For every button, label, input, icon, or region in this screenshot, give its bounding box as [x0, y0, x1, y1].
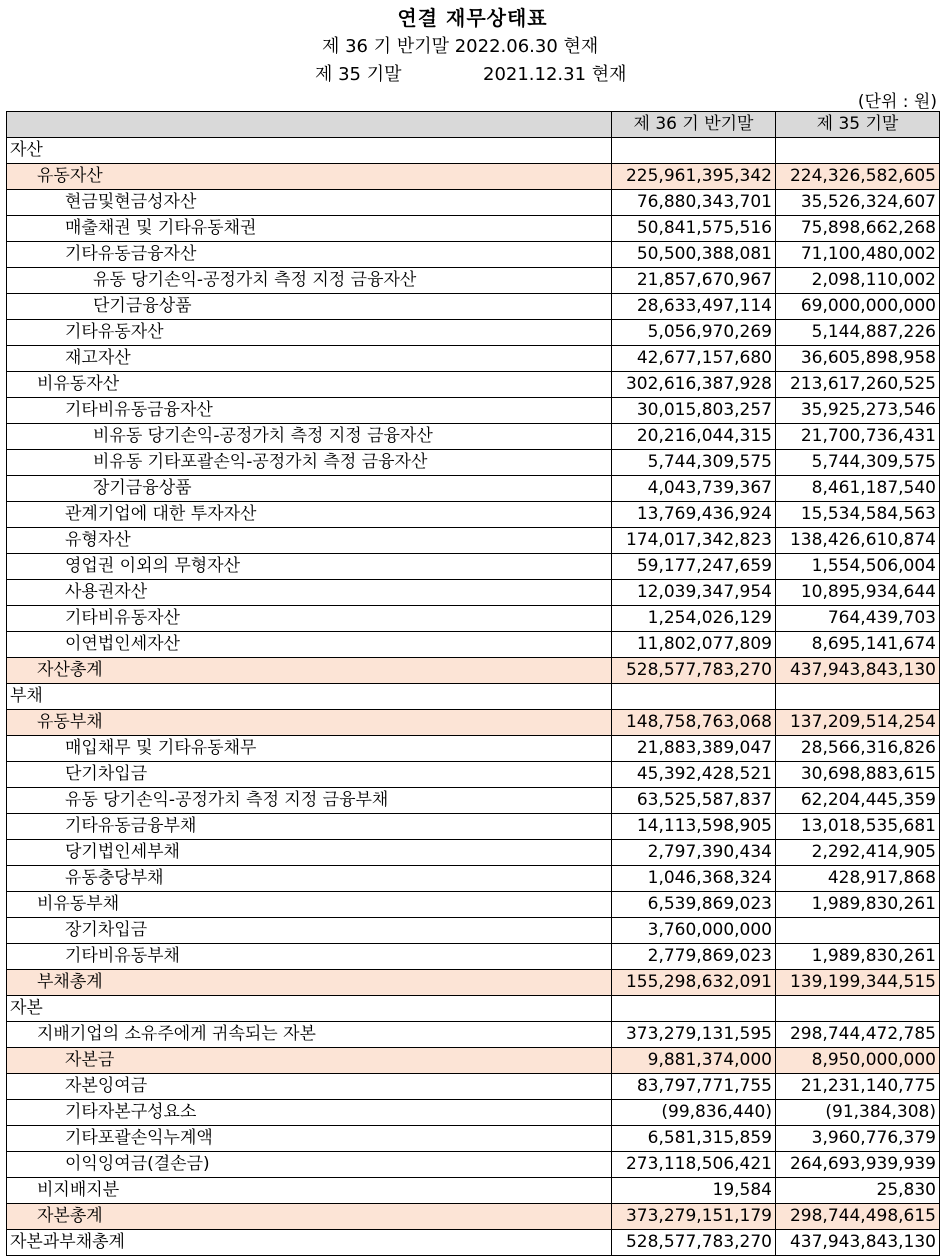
- table-row: [7, 554, 940, 580]
- table-row: [7, 944, 940, 970]
- current-period-value: 373,279,131,595: [612, 1022, 776, 1048]
- prior-period-value: [776, 684, 940, 710]
- row-label: 이연법인세자산: [7, 632, 612, 658]
- current-period-value: (99,836,440): [612, 1100, 776, 1126]
- table-row: [7, 138, 940, 164]
- prior-period-date: 2021.12.31 현재: [483, 64, 627, 85]
- row-label: 기타포괄손익누계액: [7, 1126, 612, 1152]
- table-row: [7, 918, 940, 944]
- prior-period-value: 264,693,939,939: [776, 1152, 940, 1178]
- current-period-value: 2,779,869,023: [612, 944, 776, 970]
- row-label: 자본: [7, 996, 612, 1022]
- table-row: [7, 190, 940, 216]
- prior-period-value: 75,898,662,268: [776, 216, 940, 242]
- current-period-value: 528,577,783,270: [612, 1230, 776, 1256]
- current-period: 제 36 기 반기말 2022.06.30 현재: [322, 36, 599, 57]
- prior-period-value: 30,698,883,615: [776, 762, 940, 788]
- table-row: [7, 788, 940, 814]
- prior-period-value: 298,744,472,785: [776, 1022, 940, 1048]
- current-period-value: 3,760,000,000: [612, 918, 776, 944]
- current-period-value: 42,677,157,680: [612, 346, 776, 372]
- prior-period-value: 224,326,582,605: [776, 164, 940, 190]
- row-label: 비유동자산: [7, 372, 612, 398]
- prior-period-value: 213,617,260,525: [776, 372, 940, 398]
- prior-period-value: 28,566,316,826: [776, 736, 940, 762]
- prior-period-value: 35,526,324,607: [776, 190, 940, 216]
- table-row: [7, 814, 940, 840]
- prior-period-value: 437,943,843,130: [776, 658, 940, 684]
- prior-period-value: 139,199,344,515: [776, 970, 940, 996]
- row-label: 기타비유동금융자산: [7, 398, 612, 424]
- prior-period-value: 8,461,187,540: [776, 476, 940, 502]
- table-row: [7, 476, 940, 502]
- table-row: [7, 1204, 940, 1230]
- current-period-value: 302,616,387,928: [612, 372, 776, 398]
- table-row: [7, 606, 940, 632]
- row-label: 부채: [7, 684, 612, 710]
- prior-period-value: [776, 996, 940, 1022]
- table-row: [7, 1152, 940, 1178]
- table-row: [7, 294, 940, 320]
- table-row: [7, 710, 940, 736]
- table-row: [7, 164, 940, 190]
- prior-period-label: 제 35 기말: [315, 64, 402, 85]
- current-period-value: 273,118,506,421: [612, 1152, 776, 1178]
- prior-period-value: 8,695,141,674: [776, 632, 940, 658]
- current-period-value: [612, 684, 776, 710]
- prior-period-value: 2,292,414,905: [776, 840, 940, 866]
- prior-period-value: 36,605,898,958: [776, 346, 940, 372]
- table-row: [7, 1178, 940, 1204]
- table-row: [7, 736, 940, 762]
- current-period-value: 14,113,598,905: [612, 814, 776, 840]
- prior-period-value: 1,554,506,004: [776, 554, 940, 580]
- row-label: 자본잉여금: [7, 1074, 612, 1100]
- row-label: 자본과부채총계: [7, 1230, 612, 1256]
- prior-period-value: 8,950,000,000: [776, 1048, 940, 1074]
- table-row: [7, 996, 940, 1022]
- table-body: [7, 138, 940, 1256]
- row-label: 단기금융상품: [7, 294, 612, 320]
- table-row: [7, 1074, 940, 1100]
- table-row: [7, 658, 940, 684]
- table-row: [7, 866, 940, 892]
- row-label: 비유동 당기손익-공정가치 측정 지정 금융자산: [7, 424, 612, 450]
- prior-period-value: 15,534,584,563: [776, 502, 940, 528]
- prior-period-value: 62,204,445,359: [776, 788, 940, 814]
- table-row: [7, 346, 940, 372]
- row-label: 유동부채: [7, 710, 612, 736]
- prior-period-value: 2,098,110,002: [776, 268, 940, 294]
- table-row: [7, 216, 940, 242]
- table-row: [7, 502, 940, 528]
- current-period-value: 2,797,390,434: [612, 840, 776, 866]
- item-column-header: [7, 112, 612, 138]
- current-period-value: 225,961,395,342: [612, 164, 776, 190]
- prior-period-value: 5,144,887,226: [776, 320, 940, 346]
- prior-period-value: [776, 138, 940, 164]
- row-label: 비유동 기타포괄손익-공정가치 측정 금융자산: [7, 450, 612, 476]
- row-label: 비유동부채: [7, 892, 612, 918]
- current-period-value: 9,881,374,000: [612, 1048, 776, 1074]
- row-label: 유동 당기손익-공정가치 측정 지정 금융부채: [7, 788, 612, 814]
- current-period-value: 50,500,388,081: [612, 242, 776, 268]
- row-label: 기타비유동부채: [7, 944, 612, 970]
- current-period-value: 30,015,803,257: [612, 398, 776, 424]
- current-period-value: 63,525,587,837: [612, 788, 776, 814]
- table-row: [7, 1100, 940, 1126]
- table-row: [7, 372, 940, 398]
- current-period-value: 21,857,670,967: [612, 268, 776, 294]
- prior-period-value: 5,744,309,575: [776, 450, 940, 476]
- table-row: [7, 762, 940, 788]
- prior-period-value: 21,700,736,431: [776, 424, 940, 450]
- prior-period-value: 138,426,610,874: [776, 528, 940, 554]
- row-label: 비지배지분: [7, 1178, 612, 1204]
- current-period-value: 45,392,428,521: [612, 762, 776, 788]
- prior-period-value: 69,000,000,000: [776, 294, 940, 320]
- table-row: [7, 242, 940, 268]
- row-label: 유동충당부채: [7, 866, 612, 892]
- current-period-column-header: 제 36 기 반기말: [612, 112, 776, 138]
- table-row: [7, 320, 940, 346]
- row-label: 영업권 이외의 무형자산: [7, 554, 612, 580]
- current-period-value: 6,539,869,023: [612, 892, 776, 918]
- row-label: 장기차입금: [7, 918, 612, 944]
- prior-period-value: 3,960,776,379: [776, 1126, 940, 1152]
- current-period-value: 6,581,315,859: [612, 1126, 776, 1152]
- table-row: [7, 1048, 940, 1074]
- table-row: [7, 632, 940, 658]
- current-period-value: 12,039,347,954: [612, 580, 776, 606]
- current-period-value: [612, 996, 776, 1022]
- prior-period-value: 13,018,535,681: [776, 814, 940, 840]
- current-period-value: 4,043,739,367: [612, 476, 776, 502]
- table-row: [7, 528, 940, 554]
- current-period-value: 50,841,575,516: [612, 216, 776, 242]
- row-label: 자본금: [7, 1048, 612, 1074]
- current-period-value: [612, 138, 776, 164]
- table-row: [7, 1022, 940, 1048]
- table-row: [7, 840, 940, 866]
- current-period-value: 155,298,632,091: [612, 970, 776, 996]
- current-period-value: 174,017,342,823: [612, 528, 776, 554]
- table-row: [7, 424, 940, 450]
- current-period-value: 59,177,247,659: [612, 554, 776, 580]
- row-label: 사용권자산: [7, 580, 612, 606]
- row-label: 유형자산: [7, 528, 612, 554]
- prior-period-value: 428,917,868: [776, 866, 940, 892]
- prior-period-value: 1,989,830,261: [776, 892, 940, 918]
- prior-period-value: 1,989,830,261: [776, 944, 940, 970]
- prior-period-value: 437,943,843,130: [776, 1230, 940, 1256]
- unit-note: (단위 : 원): [857, 92, 937, 112]
- row-label: 매출채권 및 기타유동채권: [7, 216, 612, 242]
- current-period-value: 148,758,763,068: [612, 710, 776, 736]
- current-period-value: 373,279,151,179: [612, 1204, 776, 1230]
- current-period-value: 20,216,044,315: [612, 424, 776, 450]
- current-period-value: 528,577,783,270: [612, 658, 776, 684]
- row-label: 재고자산: [7, 346, 612, 372]
- row-label: 지배기업의 소유주에게 귀속되는 자본: [7, 1022, 612, 1048]
- table-row: [7, 268, 940, 294]
- prior-period-value: 298,744,498,615: [776, 1204, 940, 1230]
- table-row: [7, 450, 940, 476]
- prior-period-value: 21,231,140,775: [776, 1074, 940, 1100]
- statement-title: 연결 재무상태표: [397, 6, 548, 30]
- prior-period-value: 35,925,273,546: [776, 398, 940, 424]
- row-label: 관계기업에 대한 투자자산: [7, 502, 612, 528]
- row-label: 현금및현금성자산: [7, 190, 612, 216]
- row-label: 자산: [7, 138, 612, 164]
- balance-sheet-table: [6, 111, 940, 1256]
- current-period-value: 83,797,771,755: [612, 1074, 776, 1100]
- row-label: 기타비유동자산: [7, 606, 612, 632]
- table-row: [7, 1126, 940, 1152]
- prior-period-value: 71,100,480,002: [776, 242, 940, 268]
- prior-period-value: 764,439,703: [776, 606, 940, 632]
- row-label: 자본총계: [7, 1204, 612, 1230]
- prior-period-value: 137,209,514,254: [776, 710, 940, 736]
- current-period-value: 1,254,026,129: [612, 606, 776, 632]
- prior-period-value: [776, 918, 940, 944]
- row-label: 자산총계: [7, 658, 612, 684]
- table-row: [7, 1230, 940, 1256]
- row-label: 이익잉여금(결손금): [7, 1152, 612, 1178]
- row-label: 단기차입금: [7, 762, 612, 788]
- row-label: 유동 당기손익-공정가치 측정 지정 금융자산: [7, 268, 612, 294]
- table-row: [7, 892, 940, 918]
- current-period-value: 5,744,309,575: [612, 450, 776, 476]
- current-period-value: 11,802,077,809: [612, 632, 776, 658]
- row-label: 당기법인세부채: [7, 840, 612, 866]
- prior-period-value: (91,384,308): [776, 1100, 940, 1126]
- row-label: 유동자산: [7, 164, 612, 190]
- current-period-value: 76,880,343,701: [612, 190, 776, 216]
- row-label: 기타유동자산: [7, 320, 612, 346]
- table-header-row: [7, 112, 940, 138]
- row-label: 기타자본구성요소: [7, 1100, 612, 1126]
- row-label: 기타유동금융자산: [7, 242, 612, 268]
- current-period-value: 21,883,389,047: [612, 736, 776, 762]
- current-period-value: 28,633,497,114: [612, 294, 776, 320]
- current-period-value: 19,584: [612, 1178, 776, 1204]
- row-label: 부채총계: [7, 970, 612, 996]
- table-row: [7, 684, 940, 710]
- prior-period-value: 10,895,934,644: [776, 580, 940, 606]
- current-period-value: 1,046,368,324: [612, 866, 776, 892]
- row-label: 매입채무 및 기타유동채무: [7, 736, 612, 762]
- row-label: 장기금융상품: [7, 476, 612, 502]
- table-row: [7, 580, 940, 606]
- table-row: [7, 398, 940, 424]
- report-header: [0, 0, 945, 111]
- prior-period-value: 25,830: [776, 1178, 940, 1204]
- prior-period-column-header: 제 35 기말: [776, 112, 940, 138]
- current-period-value: 13,769,436,924: [612, 502, 776, 528]
- table-row: [7, 970, 940, 996]
- row-label: 기타유동금융부채: [7, 814, 612, 840]
- current-period-value: 5,056,970,269: [612, 320, 776, 346]
